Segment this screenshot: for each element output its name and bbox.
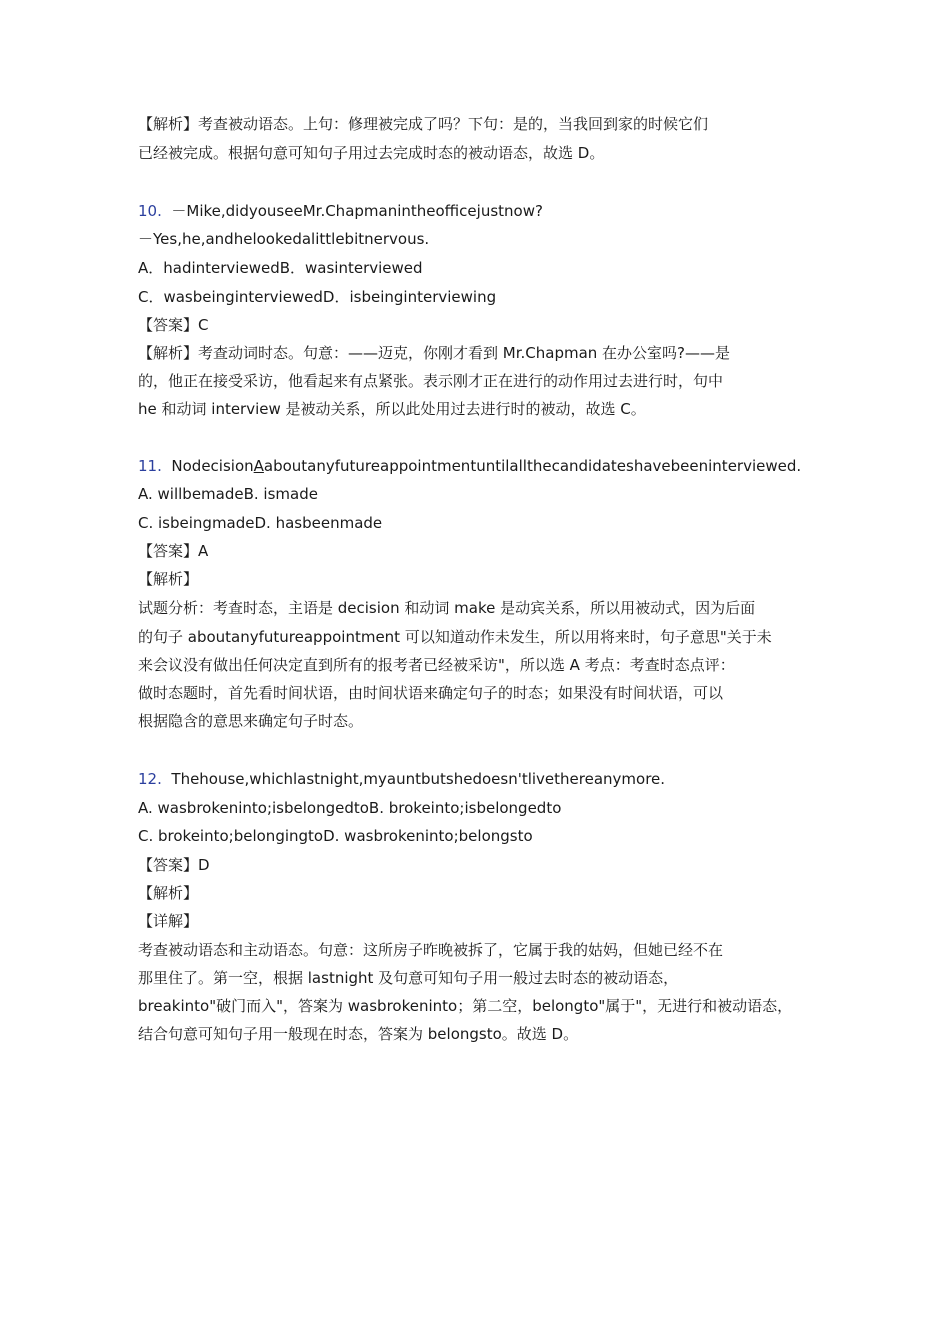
question-11-analysis-line-3: 来会议没有做出任何决定直到所有的报考者已经被采访"，所以选 A 考点：考查时态点评： — [138, 656, 735, 674]
question-11 — [138, 456, 801, 476]
question-text-start: Nodecision — [171, 457, 254, 475]
question-number: 12. — [138, 770, 162, 788]
question-text-end: aboutanyfutureappointmentuntilallthecandidateshavebeeninterviewed. — [263, 457, 802, 475]
question-12-analysis-line-3: breakinto"破门而入"，答案为 wasbrokeninto；第二空，belongto"属于"，无进行和被动语态， — [138, 997, 793, 1015]
question-11-analysis-line-5: 根据隐含的意思来确定句子时态。 — [138, 712, 364, 730]
question-12-answer: 【答案】D — [138, 856, 210, 874]
question-10-options-cd: C．wasbeinginterviewedD．isbeinginterviewing — [138, 288, 497, 306]
question-10-analysis-line-1: 【解析】考查动词时态。句意：——迈克，你刚才看到 Mr.Chapman 在办公室吗?——是 — [138, 344, 731, 362]
analysis-9-line-1: 【解析】考查被动语态。上句：修理被完成了吗？下句：是的，当我回到家的时候它们 — [138, 115, 709, 133]
question-12-analysis-line-4: 结合句意可知句子用一般现在时态，答案为 belongsto。故选 D。 — [138, 1025, 579, 1043]
question-11-analysis-line-2: 的句子 aboutanyfutureappointment 可以知道动作未发生，所以用将来时，句子意思"关于未 — [138, 628, 772, 646]
question-12-detail-label: 【详解】 — [138, 912, 199, 930]
question-12-analysis-label: 【解析】 — [138, 884, 199, 902]
question-text: Thehouse,whichlastnight,myauntbutshedoesn'tlivethereanymore. — [171, 770, 666, 788]
question-text: －Mike,didyouseeMr.Chapmanintheofficejustnow? — [171, 202, 543, 220]
question-12-analysis-line-1: 考查被动语态和主动语态。句意：这所房子昨晚被拆了，它属于我的姑妈，但她已经不在 — [138, 941, 724, 959]
question-11-answer: 【答案】A — [138, 542, 209, 560]
question-11-analysis-label: 【解析】 — [138, 570, 199, 588]
question-number: 10. — [138, 202, 162, 220]
question-12-analysis-line-2: 那里住了。第一空，根据 lastnight 及句意可知句子用一般过去时态的被动语态， — [138, 969, 679, 987]
question-12-options-cd: C. brokeinto;belongingtoD. wasbrokeninto;belongsto — [138, 827, 533, 845]
question-number: 11. — [138, 457, 162, 475]
question-11-analysis-line-4: 做时态题时，首先看时间状语，由时间状语来确定句子的时态；如果没有时间状语，可以 — [138, 684, 724, 702]
question-10-options-ab: A．hadinterviewedB．wasinterviewed — [138, 259, 423, 277]
question-10-answer: 【答案】C — [138, 316, 209, 334]
question-10-analysis-line-3: he 和动词 interview 是被动关系，所以此处用过去进行时的被动，故选 C。 — [138, 400, 646, 418]
question-12 — [138, 769, 665, 789]
question-blank-mark: A — [253, 457, 264, 475]
question-10 — [138, 201, 543, 221]
question-12-options-ab: A. wasbrokeninto;isbelongedtoB. brokeinto;isbelongedto — [138, 799, 562, 817]
question-11-options-ab: A. willbemadeB. ismade — [138, 485, 318, 503]
analysis-9-line-2: 已经被完成。根据句意可知句子用过去完成时态的被动语态，故选 D。 — [138, 144, 605, 162]
question-11-options-cd: C. isbeingmadeD. hasbeenmade — [138, 514, 383, 532]
question-11-analysis-line-1: 试题分析：考查时态，主语是 decision 和动词 make 是动宾关系，所以用被动式，因为后面 — [138, 599, 756, 617]
question-10-reply: －Yes,he,andhelookedalittlebitnervous. — [138, 230, 430, 248]
question-10-analysis-line-2: 的，他正在接受采访，他看起来有点紧张。表示刚才正在进行的动作用过去进行时，句中 — [138, 372, 724, 390]
